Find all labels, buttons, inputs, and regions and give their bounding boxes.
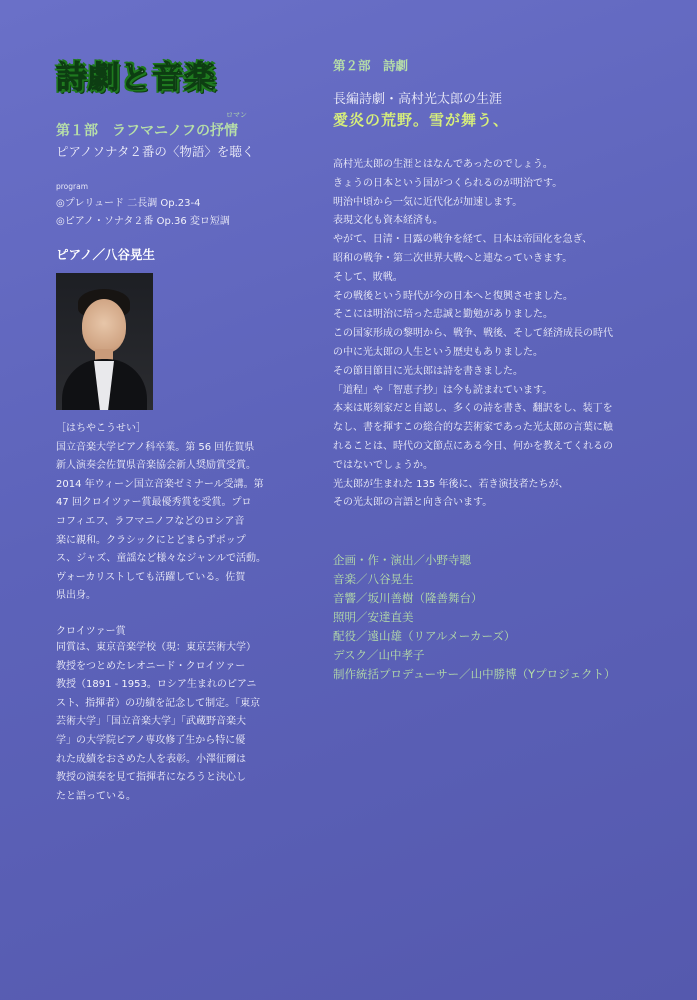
body-line: この国家形成の黎明から、戦争、戦後、そして経済成長の時代 [333,328,613,340]
credits-list [333,551,669,684]
body-line: 明治中頃から一気に近代化が加速します。 [333,196,523,208]
award-line: 芸術大学」「国立音楽大学」「武蔵野音楽大 [56,716,246,728]
part1-heading [56,111,286,140]
bio-line: ス、ジャズ、童謡など様々なジャンルで活動。 [56,553,266,565]
page-title: 詩劇と音楽 [56,60,216,96]
photo-face [82,299,126,353]
part1-subtitle: ピアノソナタ２番の〈物語〉を聴く [56,144,255,159]
body-line: その節目節目に光太郎は詩を書きました。 [333,365,523,377]
award-line: れた成績をおさめた人を表彰。小澤征爾は [56,753,246,765]
pianist-kana: ［はちやこうせい］ [56,423,146,434]
award-line: 同賞は、東京音楽学校（現：東京芸術大学） [56,641,256,653]
credit-item: 音響／坂川善樹（隆善舞台） [333,591,483,606]
program-item: ◎プレリュード 二長調 Op.23-4 [56,198,201,209]
bio-line: 2014 年ウィーン国立音楽ゼミナール受講。第 [56,478,264,490]
body-line: その光太郎の言語と向き合います。 [333,497,493,509]
part2-tagline: 愛炎の荒野。雪が舞う、 [333,111,510,129]
program-label: program [56,182,89,191]
credit-item: 照明／安達直美 [333,610,414,625]
body-line: 「道程」や「智恵子抄」は今も読まれています。 [333,384,553,396]
body-line: 高村光太郎の生涯とはなんであったのでしょう。 [333,159,553,170]
part2-heading: 第２部 詩劇 [333,58,409,73]
award-line: スト、指揮者）の功績を記念して制定。「東京 [56,697,261,709]
award-line: 学」の大学院ピアノ専攻修了生から特に優 [56,734,246,746]
body-line: ではないでしょうか。 [333,459,433,471]
body-line: きょうの日本という国がつくられるのが明治です。 [333,177,563,189]
credit-item: 制作統括プロデューサー／山中勝博（Yプロジェクト） [333,667,616,682]
award-line: 教授（1891 - 1953。ロシア生まれのピアニ [56,679,257,691]
credit-item: 音楽／八谷晃生 [333,572,414,587]
award-title: クロイツァー賞 [56,625,126,637]
credit-item: 配役／遠山雄（リアルメーカーズ） [333,629,516,644]
award-body [56,639,286,806]
bio-line: 楽に親和。クラシックにとどまらずポップ [56,534,246,546]
bio-line: 新人演奏会佐賀県音楽協会新人奨励賞受賞。 [56,460,256,472]
award-line: 教授の演奏を見て指揮者になろうと決心し [56,772,246,784]
bio-line: 47 回クロイツァー賞最優秀賞を受賞。プロ [56,497,252,509]
bio-line: コフィエフ、ラフマニノフなどのロシア音 [56,515,245,527]
part1-heading-text: 第１部 ラフマニノフの抒情 [56,123,238,139]
body-line: 本来は彫刻家だと自認し、多くの詩を書き、翻訳をし、装丁を [333,403,613,415]
bio-line: 国立音楽大学ピアノ科卒業。第 56 回佐賀県 [56,441,255,453]
credit-item: デスク／山中孝子 [333,648,425,663]
left-column [56,110,286,806]
body-line: やがて、日清・日露の戦争を経て、日本は帝国化を急ぎ、 [333,234,593,246]
part2-subtitle: 長編詩劇・高村光太郎の生涯 [333,92,503,107]
ruby-annotation: ロマン [226,111,247,119]
body-line: 昭和の戦争・第二次世界大戦へと連なっていきます。 [333,252,573,264]
body-line: れることは、時代の文節点にある今日、何かを教えてくれるの [333,440,613,452]
body-line: 光太郎が生まれた 135 年後に、若き演技者たちが、 [333,478,569,490]
body-line: その戦後という時代が今の日本へと復興させました。 [333,290,573,302]
pianist-photo [56,273,153,410]
bio-line: ヴォーカリストしても活躍している。佐賀 [56,571,246,583]
credit-item: 企画・作・演出／小野寺聰 [333,553,471,568]
program-item: ◎ピアノ・ソナタ２番 Op.36 変ロ短調 [56,216,230,227]
body-line: なし、書を揮すこの総合的な芸術家であった光太郎の言葉に触 [333,422,613,434]
body-line: の中に光太郎の人生という歴史もありました。 [333,346,543,358]
award-line: たと語っている。 [56,790,136,802]
body-line: そして、敗戦。 [333,271,403,283]
right-column [333,56,669,684]
pianist-label: ピアノ／八谷晃生 [56,247,156,262]
body-line: そこには明治に培った忠誠と勤勉がありました。 [333,309,553,321]
award-line: 教授をつとめたレオニード・クロイツァー [56,660,246,672]
pianist-bio [56,420,286,606]
bio-line: 県出身。 [56,590,96,602]
body-line: 表現文化も資本経済も。 [333,215,443,227]
part2-body [333,156,669,513]
